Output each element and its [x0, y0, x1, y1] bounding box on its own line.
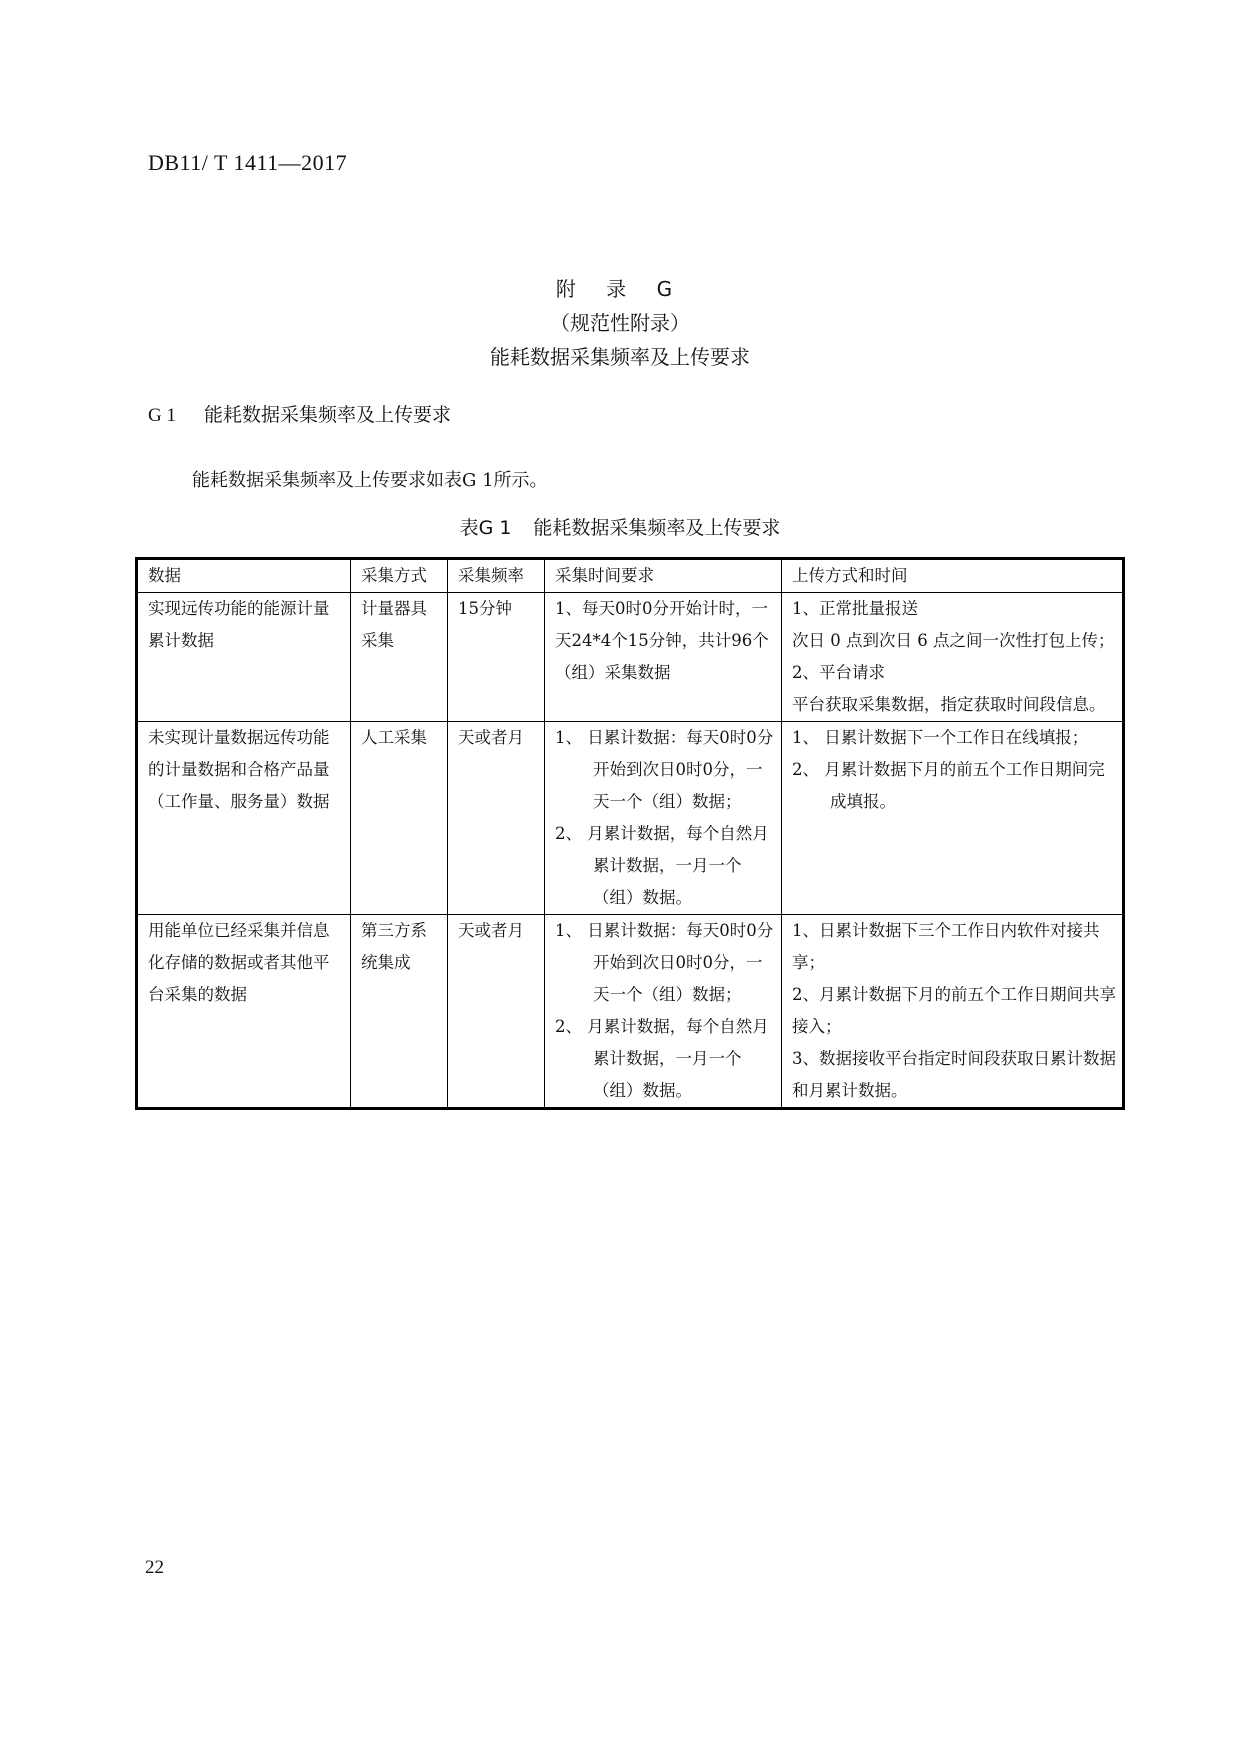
header-data: 数据	[137, 559, 351, 593]
cell-frequency: 15分钟	[448, 593, 545, 722]
document-code: DB11/ T 1411—2017	[148, 150, 348, 175]
header-method: 采集方式	[351, 559, 448, 593]
upload-item: 2、平台请求	[792, 663, 885, 682]
requirements-table	[135, 557, 1125, 1110]
table-header-row	[137, 559, 1124, 593]
time-req-item: 1、 日累计数据：每天0时0分开始到次日0时0分，一天一个（组）数据；	[555, 921, 774, 1004]
section-title: 能耗数据采集频率及上传要求	[204, 404, 452, 426]
cell-upload	[782, 915, 1124, 1109]
table-row	[137, 722, 1124, 915]
upload-item: 3、数据接收平台指定时间段获取日累计数据和月累计数据。	[792, 1049, 1116, 1100]
upload-item: 1、正常批量报送	[792, 599, 918, 618]
section-heading	[148, 400, 451, 427]
table-row	[137, 915, 1124, 1109]
cell-upload	[782, 722, 1124, 915]
table-caption-number: 表G 1	[459, 517, 512, 539]
header-upload: 上传方式和时间	[782, 559, 1124, 593]
cell-frequency: 天或者月	[448, 915, 545, 1109]
cell-data: 用能单位已经采集并信息化存储的数据或者其他平台采集的数据	[137, 915, 351, 1109]
cell-time-requirement	[545, 593, 782, 722]
header-time-requirement: 采集时间要求	[545, 559, 782, 593]
appendix-heading: 能耗数据采集频率及上传要求	[490, 345, 750, 369]
cell-method: 人工采集	[351, 722, 448, 915]
intro-paragraph: 能耗数据采集频率及上传要求如表G 1所示。	[192, 470, 548, 491]
table-caption	[0, 513, 1240, 540]
header-frequency: 采集频率	[448, 559, 545, 593]
time-req-item: 2、 月累计数据，每个自然月累计数据，一月一个（组）数据。	[555, 824, 769, 907]
cell-data: 未实现计量数据远传功能的计量数据和合格产品量（工作量、服务量）数据	[137, 722, 351, 915]
section-number: G 1	[148, 405, 176, 426]
table-caption-title: 能耗数据采集频率及上传要求	[533, 517, 781, 539]
appendix-subtitle: （规范性附录）	[550, 311, 690, 335]
upload-item: 次日 0 点到次日 6 点之间一次性打包上传；	[792, 631, 1115, 650]
appendix-title: 附 录 G	[555, 277, 685, 301]
time-req-item: 2、 月累计数据，每个自然月累计数据，一月一个（组）数据。	[555, 1017, 769, 1100]
cell-method: 第三方系统集成	[351, 915, 448, 1109]
table-row	[137, 593, 1124, 722]
cell-upload	[782, 593, 1124, 722]
time-req-item: 1、每天0时0分开始计时，一天24*4个15分钟，共计96个（组）采集数据	[555, 599, 769, 682]
cell-data: 实现远传功能的能源计量累计数据	[137, 593, 351, 722]
time-req-item: 1、 日累计数据：每天0时0分开始到次日0时0分，一天一个（组）数据；	[555, 728, 774, 811]
page-number: 22	[145, 1557, 164, 1578]
cell-method: 计量器具采集	[351, 593, 448, 722]
upload-item: 平台获取采集数据，指定获取时间段信息。	[792, 695, 1106, 714]
cell-frequency: 天或者月	[448, 722, 545, 915]
appendix-header	[0, 272, 1240, 374]
upload-item: 1、日累计数据下三个工作日内软件对接共享；	[792, 921, 1100, 972]
cell-time-requirement	[545, 915, 782, 1109]
upload-item: 2、 月累计数据下月的前五个工作日期间完成填报。	[792, 760, 1105, 811]
cell-time-requirement	[545, 722, 782, 915]
upload-item: 1、 日累计数据下一个工作日在线填报；	[792, 728, 1089, 747]
upload-item: 2、月累计数据下月的前五个工作日期间共享接入；	[792, 985, 1116, 1036]
